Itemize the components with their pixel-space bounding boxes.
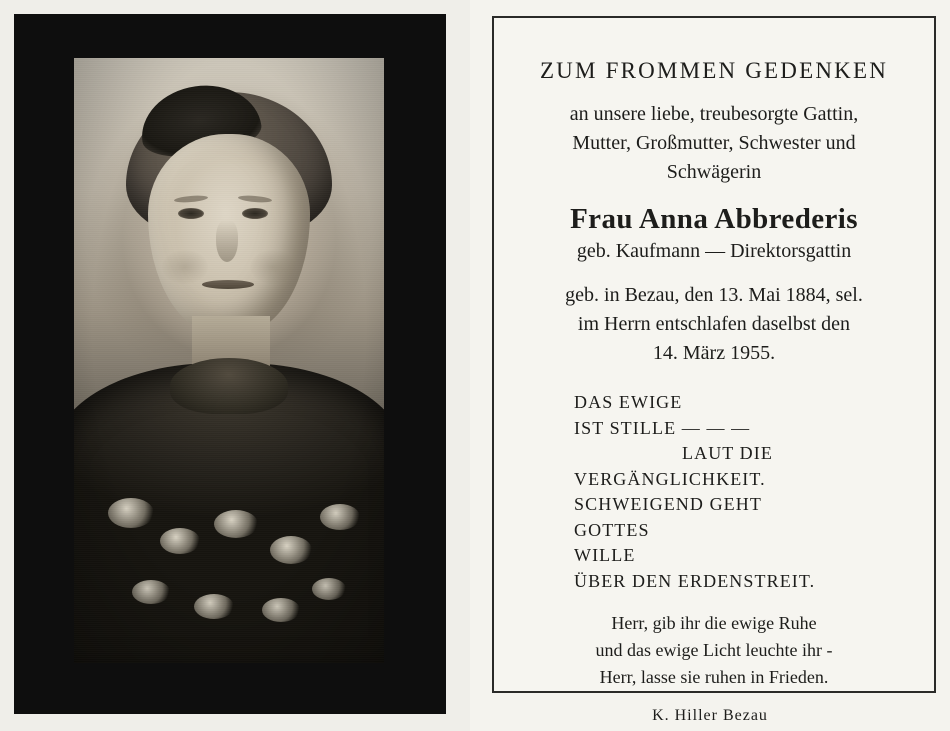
verse-line: SCHWEIGEND GEHT: [574, 494, 762, 515]
dates-line: geb. in Bezau, den 13. Mai 1884, sel.: [565, 284, 863, 306]
printer-credit: K. Hiller Bezau: [652, 707, 768, 724]
verse-line: LAUT DIE: [682, 443, 773, 464]
memorial-text: [494, 18, 934, 691]
verse-line: WILLE: [574, 545, 636, 566]
prayer-block: [534, 610, 894, 691]
deceased-maiden-name: geb. Kaufmann — Direktorsgattin: [576, 240, 852, 262]
verse-line: IST STILLE — — —: [574, 417, 751, 438]
dress-embroidery-2: [160, 528, 200, 554]
portrait-collar: [170, 358, 288, 414]
portrait-mouth: [202, 280, 254, 289]
dedication-line: an unsere liebe, treubesorgte Gattin,: [569, 103, 859, 125]
dates-line: 14. März 1955.: [652, 342, 776, 364]
prayer-line: Herr, gib ihr die ewige Ruhe: [611, 613, 817, 634]
memorial-heading: ZUM FROMMEN GEDENKEN: [539, 58, 889, 83]
prayer-line: Herr, lasse sie ruhen in Frieden.: [599, 667, 829, 688]
verse-line: ÜBER DEN ERDENSTREIT.: [574, 570, 816, 591]
dates-line: im Herrn entschlafen daselbst den: [577, 313, 851, 335]
photo-frame: [14, 14, 446, 714]
portrait-cheek-left: [162, 250, 208, 284]
text-border-frame: [492, 16, 936, 693]
dress-embroidery-9: [312, 578, 346, 600]
dress-embroidery-8: [262, 598, 300, 622]
dedication-line: Mutter, Großmutter, Schwester und: [572, 132, 856, 154]
verse-line: VERGÄNGLICHKEIT.: [574, 468, 766, 489]
dress-embroidery-5: [320, 504, 360, 530]
prayer-line: und das ewige Licht leuchte ihr -: [595, 640, 833, 661]
verse-block: [574, 390, 908, 594]
dress-embroidery-1: [108, 498, 154, 528]
dress-embroidery-4: [270, 536, 312, 564]
dedication-line: Schwägerin: [666, 161, 762, 183]
portrait-photo: [74, 58, 384, 663]
portrait-cheek-right: [250, 250, 296, 284]
dedication-block: [526, 100, 902, 187]
portrait-nose: [216, 220, 238, 262]
portrait-eye-left: [178, 208, 204, 219]
dress-embroidery-7: [194, 594, 234, 619]
text-page: [470, 0, 950, 731]
verse-line: GOTTES: [574, 519, 650, 540]
verse-line: DAS EWIGE: [574, 392, 683, 412]
deceased-name: Frau Anna Abbrederis: [570, 203, 858, 235]
portrait-page: [0, 0, 470, 731]
portrait-eye-right: [242, 208, 268, 219]
dress-embroidery-3: [214, 510, 258, 538]
dress-embroidery-6: [132, 580, 170, 604]
dates-block: [524, 281, 904, 368]
